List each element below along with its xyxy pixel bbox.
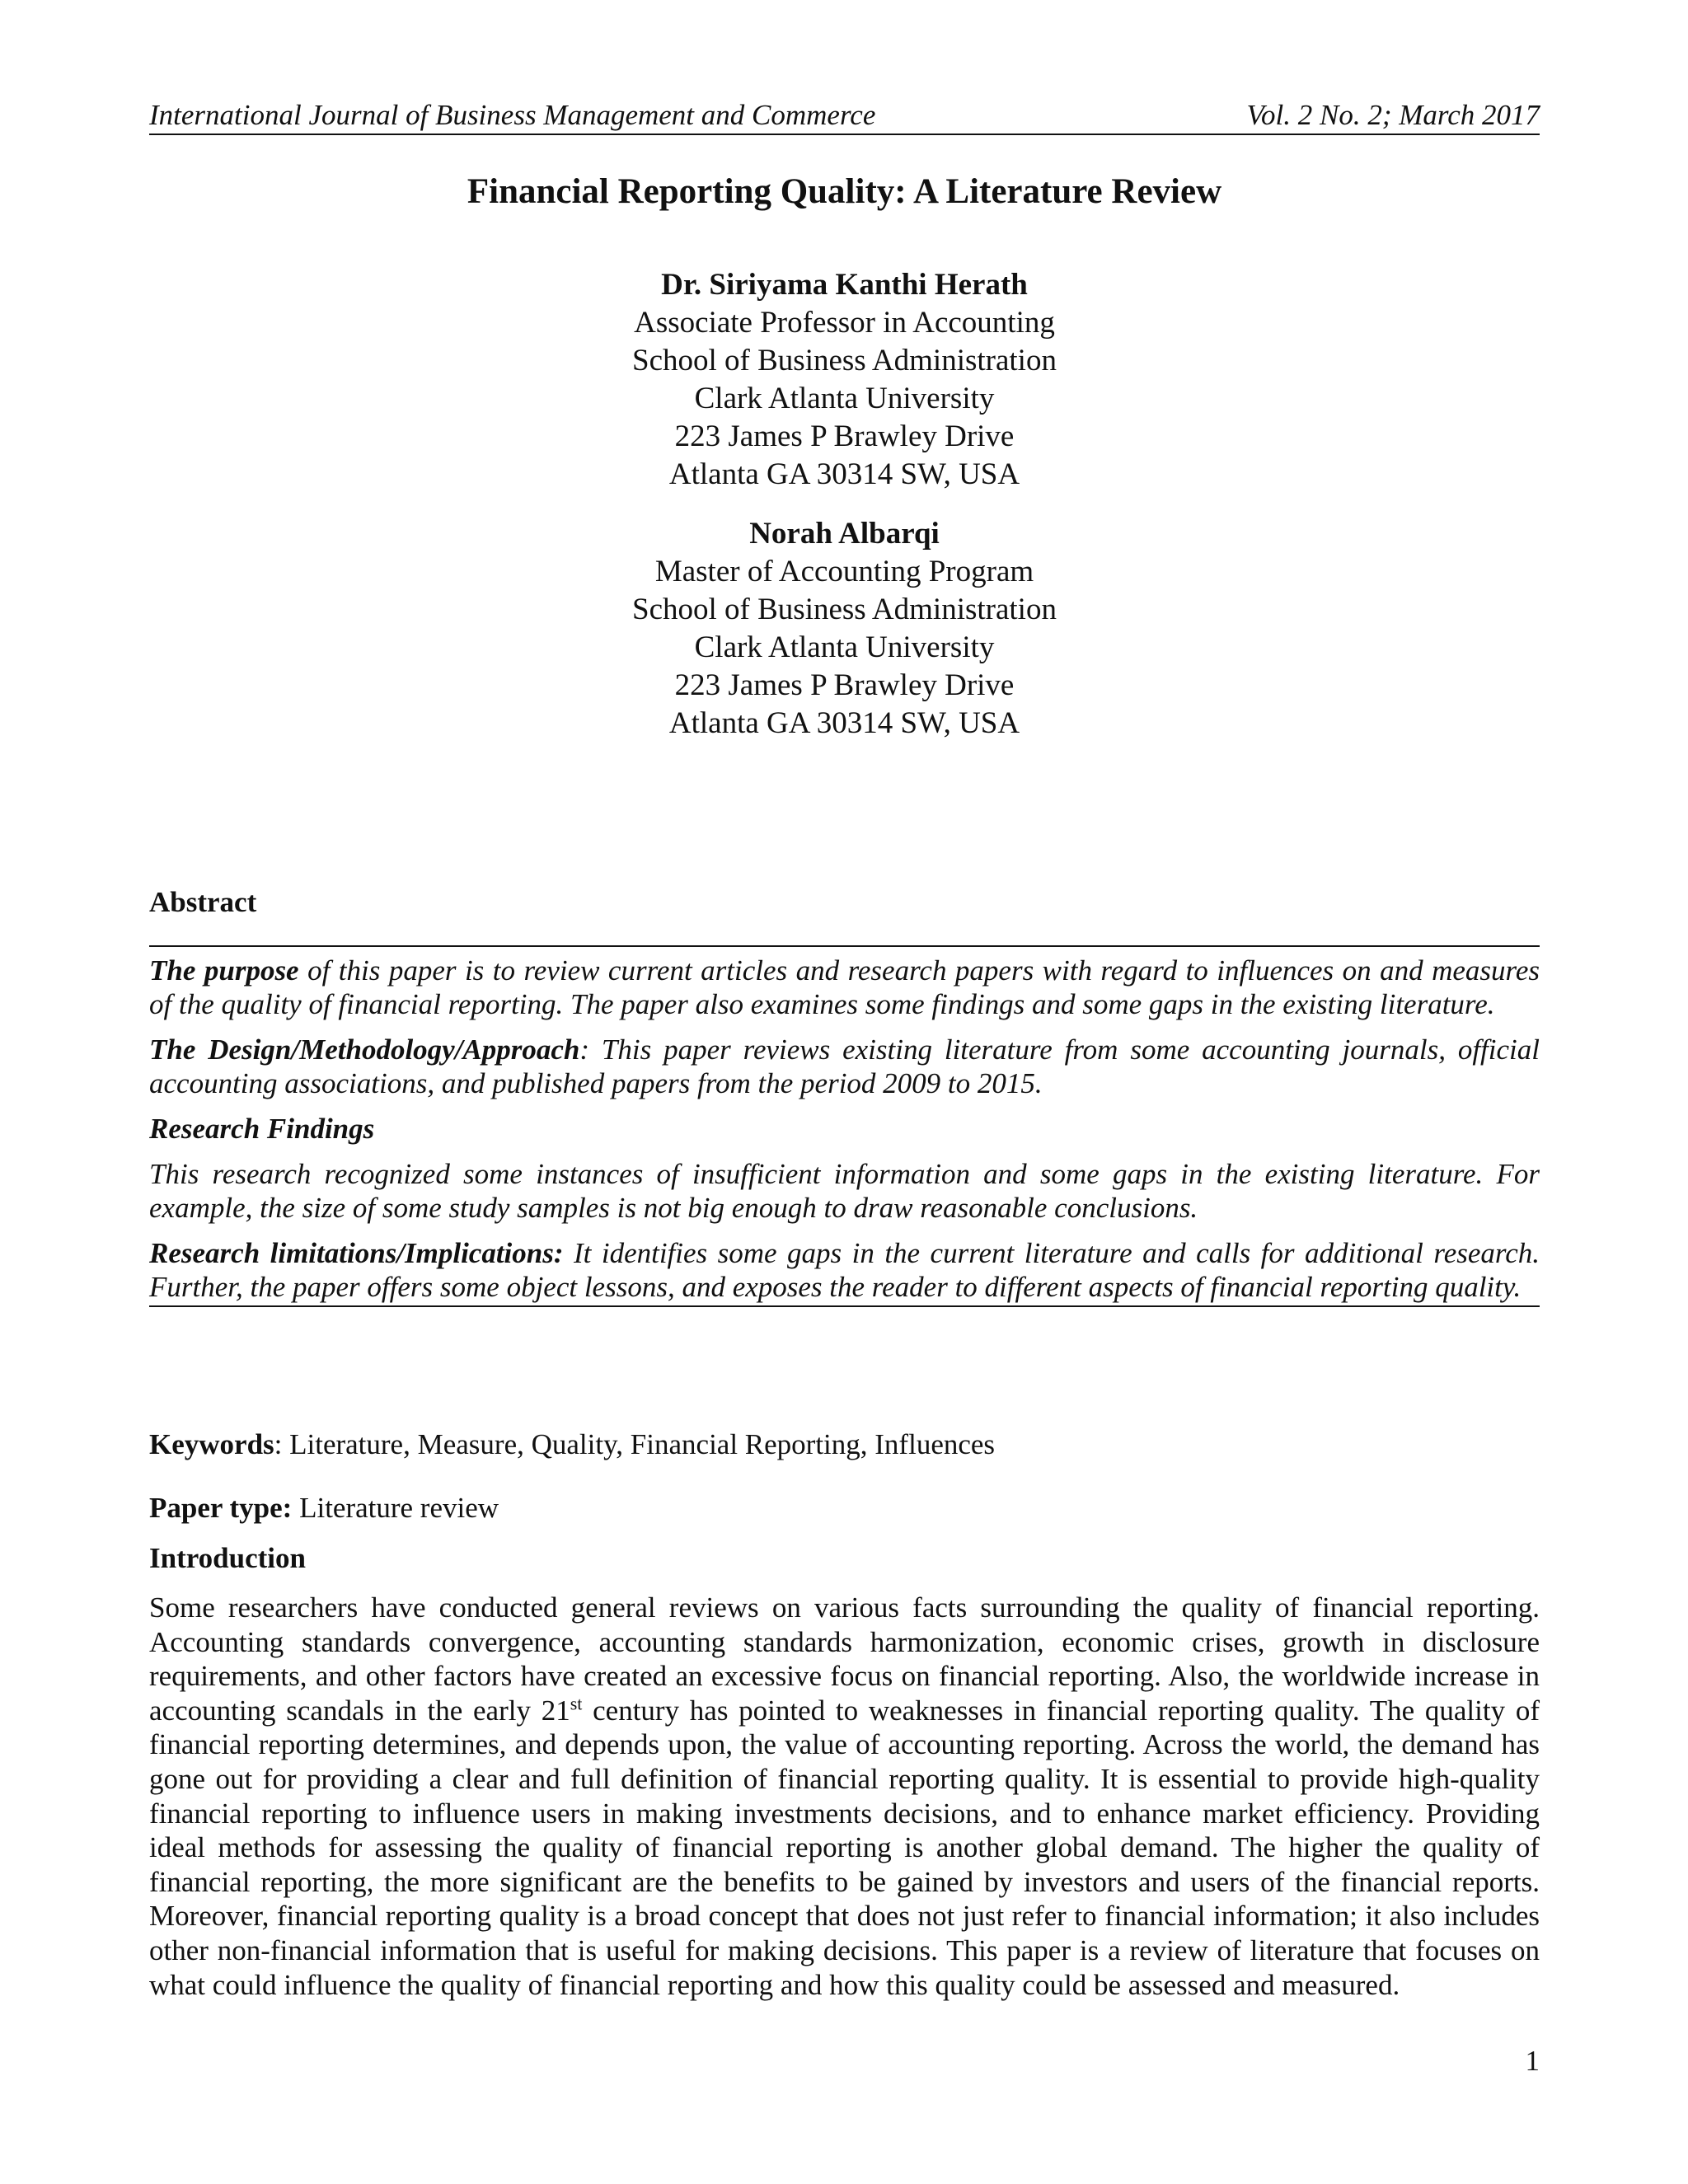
keywords-text: : Literature, Measure, Quality, Financial Reporting, Influences [274,1428,996,1460]
design-lead: The Design/Methodology/Approach [149,1033,580,1066]
abstract-purpose [149,954,1540,1021]
keywords-label: Keywords [149,1428,274,1460]
author-block-1 [149,266,1540,494]
author-university: Clark Atlanta University [694,382,995,415]
purpose-lead: The purpose [149,954,299,987]
intro-superscript: st [570,1693,583,1714]
author-city: Atlanta GA 30314 SW, USA [668,457,1020,491]
keywords [149,1427,995,1463]
author-street: 223 James P Brawley Drive [674,668,1015,702]
journal-name: International Journal of Business Management and Commerce [149,99,876,131]
purpose-text: of this paper is to review current articles and research papers with regard to influences on and measures of the quality of financial reporting. The paper also examines some findings and some gaps in the existing literature. [149,954,1540,1020]
paper-title: Financial Reporting Quality: A Literature Review [467,172,1222,211]
author-block-2 [149,515,1540,743]
abstract-design [149,1033,1540,1100]
abstract-heading: Abstract [149,886,257,918]
abstract-box [149,945,1540,1307]
intro-text-part-1: Some researchers have conducted general reviews on various facts surrounding the quality of financial reporting. Accounting standards convergence, accounting standards harmonization, economic crises, growth in disclosure requirements, and other factors have created an excessive focus on financial reporting. Also, the worldwide increase in accounting scandals in the early 21 [149,1591,1540,1727]
paper-type-text: Literature review [292,1492,499,1524]
findings-heading: Research Findings [149,1113,375,1145]
author-university: Clark Atlanta University [694,630,995,664]
limitations-text: It identifies some gaps in the current literature and calls for additional research. Further, the paper offers some object lessons, and exposes the reader to different aspects of financial reporting quality. [149,1237,1540,1303]
introduction-heading: Introduction [149,1542,306,1574]
author-name: Dr. Siriyama Kanthi Herath [661,268,1028,302]
author-name: Norah Albarqi [749,517,940,551]
author-school: School of Business Administration [632,344,1057,377]
author-school: School of Business Administration [632,593,1057,626]
author-street: 223 James P Brawley Drive [674,419,1015,453]
page-number: 1 [1525,2045,1540,2077]
paper-type-label: Paper type: [149,1492,293,1524]
author-city: Atlanta GA 30314 SW, USA [668,706,1020,740]
findings-text: This research recognized some instances of insufficient information and some gaps in the existing literature. For example, the size of some study samples is not big enough to draw reasonable conclusions. [149,1158,1540,1224]
abstract-limitations [149,1236,1540,1304]
volume-issue: Vol. 2 No. 2; March 2017 [1246,99,1540,131]
intro-text-part-2: century has pointed to weaknesses in financial reporting quality. The quality of financial reporting determines, and depends upon, the value of accounting reporting. Across the world, the demand has gone out for providing a clear and full definition of financial reporting quality. It is essential to provide high-quality financial reporting to influence users in making investments decisions, and to enhance market efficiency. Providing ideal methods for assessing the quality of financial reporting is another global demand. The higher the quality of financial reporting, the more significant are the benefits to be gained by investors and users of the financial reports. Moreover, financial reporting quality is a broad concept that does not just refer to financial information; it also includes other non-financial information that is useful for making decisions. This paper is a review of literature that focuses on what could influence the quality of financial reporting and how this quality could be assessed and measured. [149,1694,1540,2001]
author-position: Master of Accounting Program [654,555,1034,588]
design-text: : This paper reviews existing literature from some accounting journals, official accounting associations, and published papers from the period 2009 to 2015. [149,1033,1540,1099]
author-position: Associate Professor in Accounting [634,306,1055,340]
paper-type [149,1490,499,1526]
running-header [149,97,1540,135]
introduction-body [149,1591,1540,2002]
limitations-lead: Research limitations/Implications: [149,1237,564,1269]
